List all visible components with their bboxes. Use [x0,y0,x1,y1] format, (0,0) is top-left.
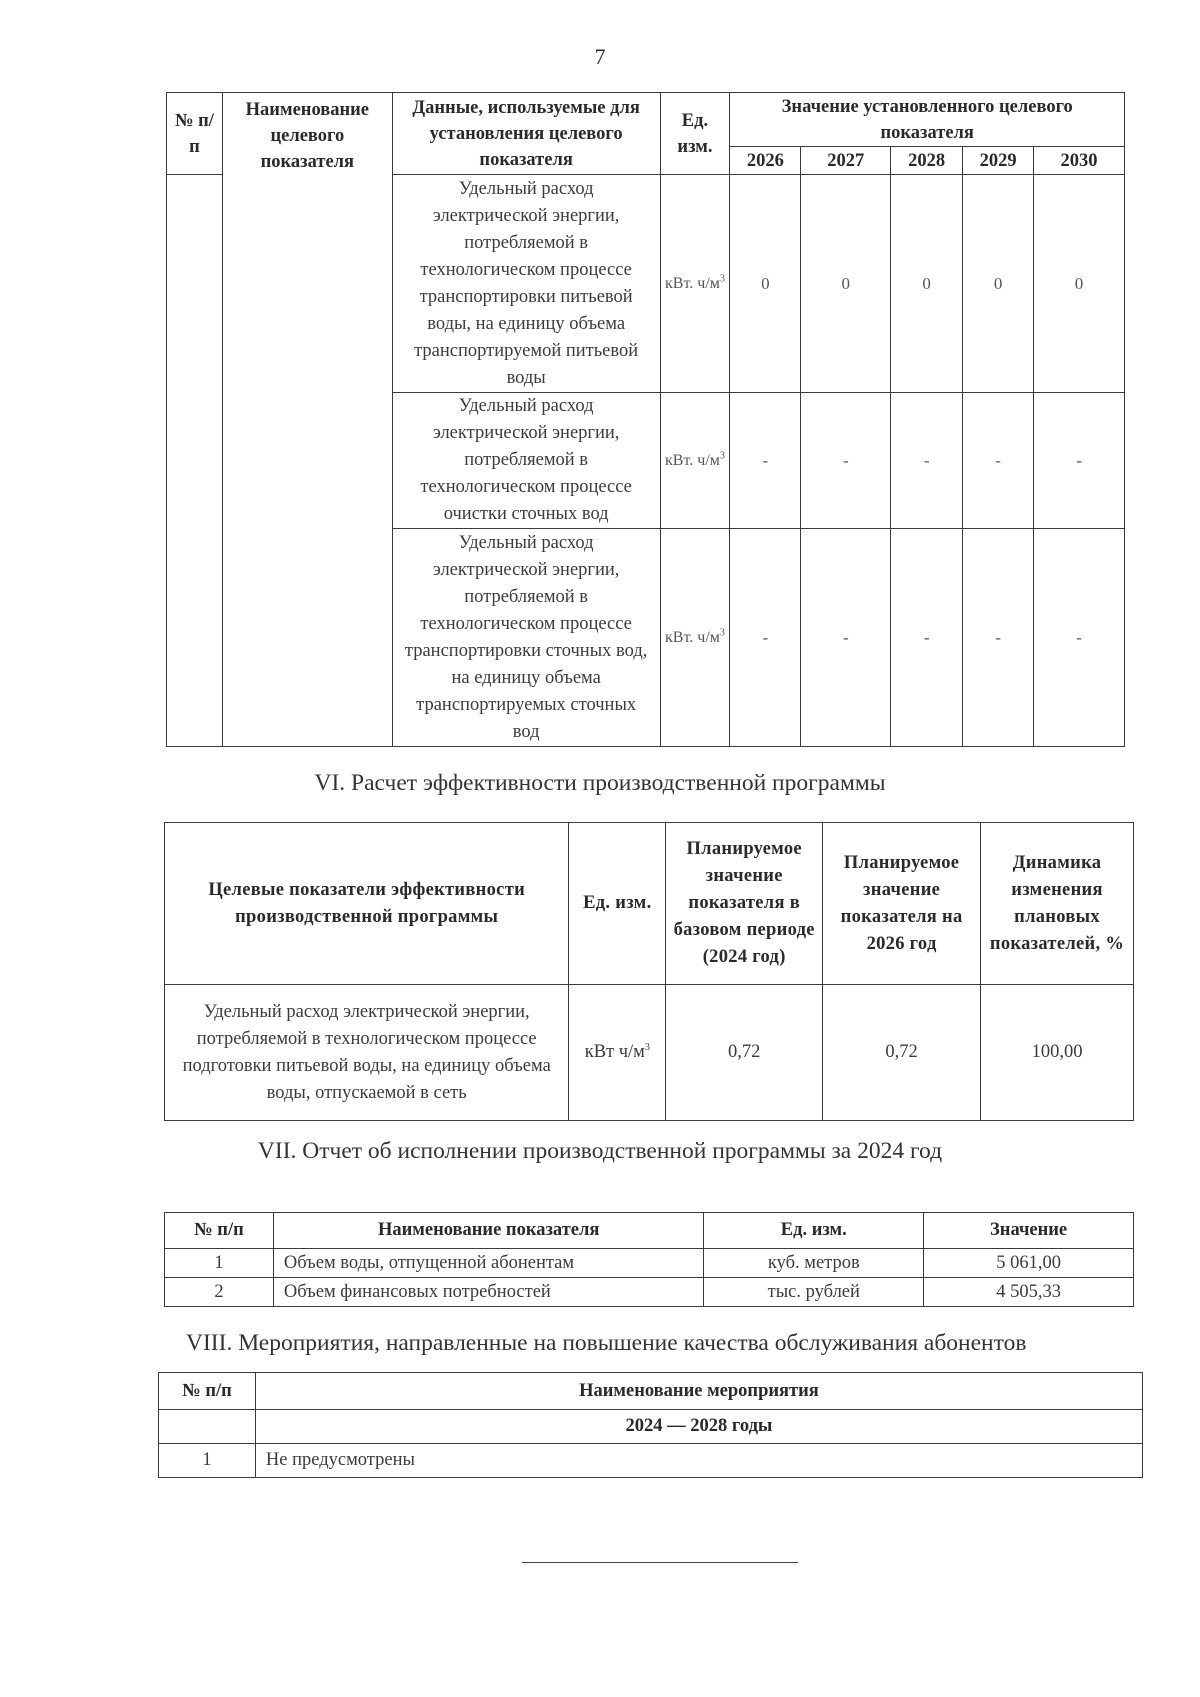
unit-cell: кВт $ч/м^3$ [569,985,666,1121]
value-cell: - [730,393,801,529]
dynamics-cell: 100,00 [981,985,1134,1121]
header-num: № п/п [159,1373,256,1410]
value-cell: 0 [891,175,963,393]
value-cell: - [891,393,963,529]
target-indicators-table [166,92,1125,747]
value-cell: - [963,529,1034,747]
table-row [165,1278,1134,1307]
data-cell: Удельный расход электрической энергии, потребляемой в технологическом процессе транспортировки сточных вод, на единицу объема транспортируемых сточных вод [392,529,660,747]
value-cell: - [891,529,963,747]
name-cell: Объем воды, отпущенной абонентам [273,1249,704,1278]
num-cell: 1 [159,1444,256,1478]
base-value-cell: 0,72 [666,985,823,1121]
header-num: № п/п [167,93,223,175]
value-cell: 0 [730,175,801,393]
data-cell: Удельный расход электрической энергии, потребляемой в технологическом процессе очистки сточных вод [392,393,660,529]
unit-cell: тыс. рублей [704,1278,924,1307]
closing-divider-line [522,1562,798,1563]
value-cell: 0 [801,175,891,393]
section-6-title: VI. Расчет эффективности производственной программы [314,770,886,796]
header-year: 2029 [963,147,1034,175]
unit-cell: кВт. $ч/м^3$ [660,393,730,529]
period-label: 2024 — 2028 годы [255,1410,1142,1444]
header-unit: Ед. изм. [660,93,730,175]
period-num-empty [159,1410,256,1444]
header-year: 2026 [730,147,801,175]
header-unit: Ед. изм. [569,823,666,985]
num-cell: 2 [165,1278,274,1307]
header-data: Данные, используемые для установления целевого показателя [392,93,660,175]
unit-cell: кВт. $ч/м^3$ [660,529,730,747]
header-indicator-name: Наименование целевого показателя [222,93,392,747]
name-cell: Не предусмотрены [255,1444,1142,1478]
header-indicator: Целевые показатели эффективности производственной программы [165,823,569,985]
value-cell: 5 061,00 [924,1249,1134,1278]
header-base-value: Планируемое значение показателя в базовом периоде (2024 год) [666,823,823,985]
header-year: 2027 [801,147,891,175]
header-name: Наименование показателя [273,1213,704,1249]
page-number: 7 [594,44,606,69]
unit-cell: куб. метров [704,1249,924,1278]
name-cell: Объем финансовых потребностей [273,1278,704,1307]
value-cell: 0 [963,175,1034,393]
efficiency-table [164,822,1134,1121]
header-unit: Ед. изм. [704,1213,924,1249]
measures-table [158,1372,1143,1478]
header-year: 2030 [1034,147,1125,175]
value-cell: 4 505,33 [924,1278,1134,1307]
value-cell: 0 [1034,175,1125,393]
table-row [159,1444,1143,1478]
header-value: Значение [924,1213,1134,1249]
table-row [165,1249,1134,1278]
header-value-group: Значение установленного целевого показателя [730,93,1125,147]
plan-value-cell: 0,72 [823,985,981,1121]
table-row [165,985,1134,1121]
header-plan-value: Планируемое значение показателя на 2026 год [823,823,981,985]
header-dynamics: Динамика изменения плановых показателей, % [981,823,1134,985]
header-year: 2028 [891,147,963,175]
header-name: Наименование мероприятия [255,1373,1142,1410]
value-cell: - [801,529,891,747]
unit-cell: кВт. $ч/м^3$ [660,175,730,393]
report-table [164,1212,1134,1307]
value-cell: - [801,393,891,529]
section-8-title: VIII. Мероприятия, направленные на повышение качества обслуживания абонентов [186,1330,1027,1356]
data-cell: Удельный расход электрической энергии, потребляемой в технологическом процессе транспортировки питьевой воды, на единицу объема транспортируемой питьевой воды [392,175,660,393]
value-cell: - [963,393,1034,529]
num-cell: 1 [165,1249,274,1278]
num-cell-empty [167,175,223,747]
value-cell: - [1034,393,1125,529]
header-num: № п/п [165,1213,274,1249]
section-7-title: VII. Отчет об исполнении производственной программы за 2024 год [257,1138,943,1164]
value-cell: - [1034,529,1125,747]
indicator-cell: Удельный расход электрической энергии, потребляемой в технологическом процессе подготовки питьевой воды, на единицу объема воды, отпускаемой в сеть [165,985,569,1121]
value-cell: - [730,529,801,747]
